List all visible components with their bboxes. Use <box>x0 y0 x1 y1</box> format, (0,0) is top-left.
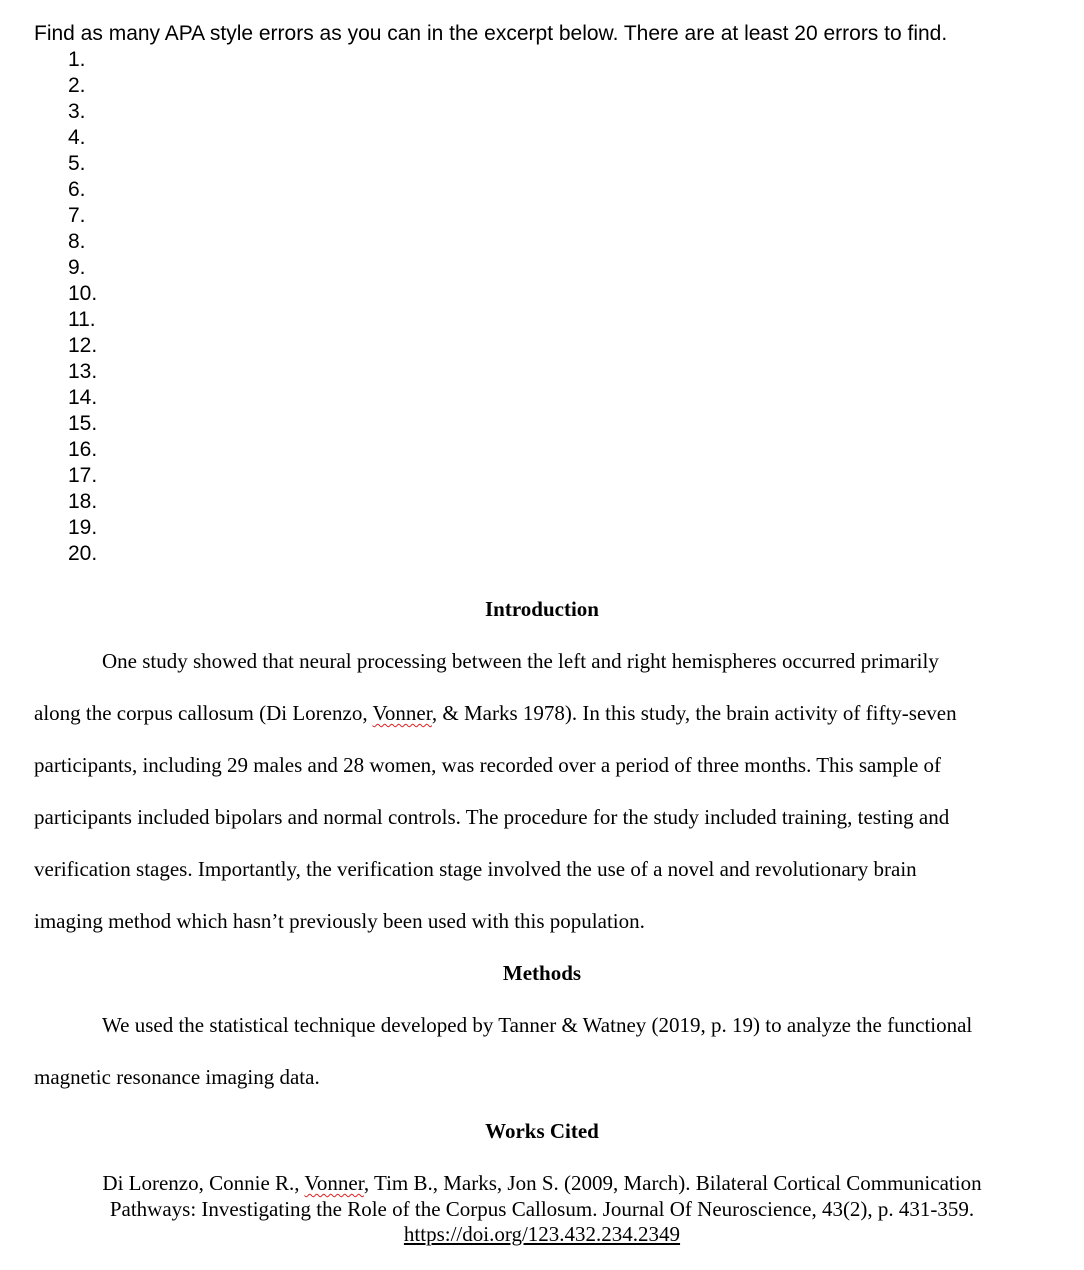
text: along the corpus callosum (Di Lorenzo, <box>34 701 373 725</box>
intro-line: participants, including 29 males and 28 women, was recorded over a period of three months. This sample of <box>34 753 942 777</box>
text: Di Lorenzo, Connie R., <box>102 1171 305 1195</box>
answer-item[interactable]: 15. <box>68 412 98 435</box>
doi-link[interactable]: https://doi.org/123.432.234.2349 <box>403 1222 681 1246</box>
intro-line: verification stages. Importantly, the verification stage involved the use of a novel and revolutionary brain <box>34 857 917 881</box>
methods-line: magnetic resonance imaging data. <box>34 1065 320 1089</box>
answer-item[interactable]: 12. <box>68 334 98 357</box>
reference-doi-line <box>0 1222 1084 1247</box>
answer-item[interactable]: 14. <box>68 386 98 409</box>
answer-item[interactable]: 3. <box>68 100 86 123</box>
methods-heading: Methods <box>502 961 582 985</box>
answer-item[interactable]: 9. <box>68 256 86 279</box>
misspelled-word[interactable]: Vonner <box>304 1171 364 1195</box>
intro-line: participants included bipolars and normal controls. The procedure for the study included training, testing and <box>34 805 950 829</box>
methods-line: We used the statistical technique developed by Tanner & Watney (2019, p. 19) to analyze the functional <box>102 1013 973 1037</box>
answer-item[interactable]: 13. <box>68 360 98 383</box>
answer-item[interactable]: 7. <box>68 204 86 227</box>
text: , & Marks 1978). In this study, the brain activity of fifty-seven <box>431 701 957 725</box>
answer-item[interactable]: 4. <box>68 126 86 149</box>
answer-list <box>68 47 97 567</box>
works-cited-heading: Works Cited <box>485 1119 599 1143</box>
intro-line <box>34 701 957 726</box>
reference-line: Pathways: Investigating the Role of the Corpus Callosum. Journal Of Neuroscience, 43(2), p. 431-359. <box>109 1197 975 1221</box>
answer-item[interactable]: 20. <box>68 542 98 565</box>
intro-line: One study showed that neural processing between the left and right hemispheres occurred primarily <box>102 649 939 673</box>
answer-item[interactable]: 11. <box>68 308 96 331</box>
instructions: Find as many APA style errors as you can in the excerpt below. There are at least 20 errors to find. <box>34 22 948 45</box>
reference-line <box>0 1171 1084 1196</box>
answer-item[interactable]: 1. <box>68 48 86 71</box>
misspelled-word[interactable]: Vonner <box>372 701 432 725</box>
text: , Tim B., Marks, Jon S. (2009, March). Bilateral Cortical Communication <box>363 1171 982 1195</box>
answer-item[interactable]: 17. <box>68 464 98 487</box>
answer-item[interactable]: 5. <box>68 152 86 175</box>
answer-item[interactable]: 18. <box>68 490 98 513</box>
answer-item[interactable]: 10. <box>68 282 98 305</box>
introduction-heading: Introduction <box>485 597 599 621</box>
answer-item[interactable]: 2. <box>68 74 86 97</box>
intro-line: imaging method which hasn’t previously been used with this population. <box>34 909 645 933</box>
answer-item[interactable]: 8. <box>68 230 86 253</box>
answer-item[interactable]: 16. <box>68 438 98 461</box>
answer-item[interactable]: 19. <box>68 516 98 539</box>
answer-item[interactable]: 6. <box>68 178 86 201</box>
